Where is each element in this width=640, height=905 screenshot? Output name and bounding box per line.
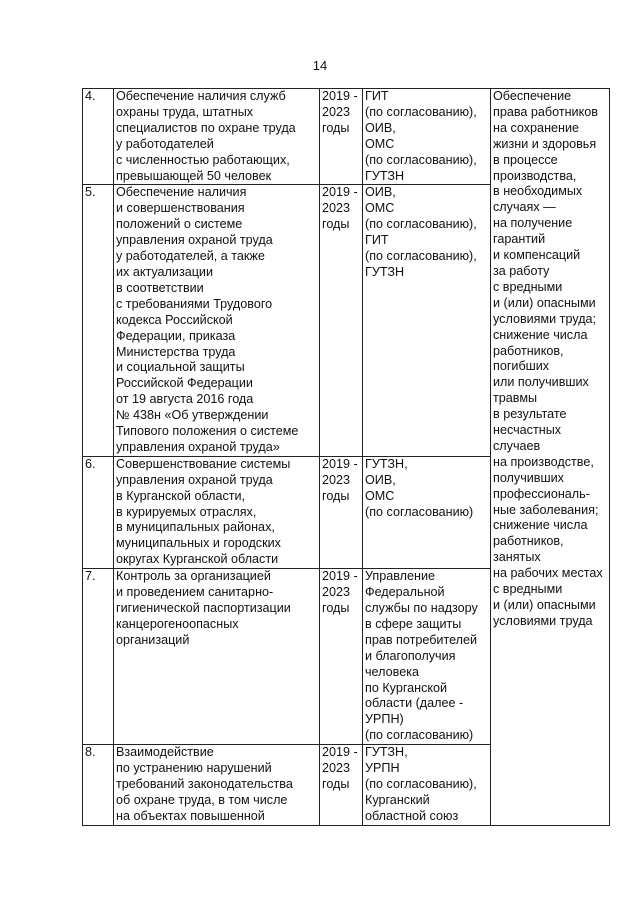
row-number: 5. xyxy=(83,185,114,456)
years-cell: 2019 - 2023 годы xyxy=(320,456,363,568)
page-number: 14 xyxy=(312,58,328,73)
responsible-cell: ГУТЗН, УРПН (по согласованию), Курганский областной союз xyxy=(363,745,491,826)
table-row xyxy=(83,89,610,185)
responsible-cell: ОИВ, ОМС (по согласованию), ГИТ (по согласованию), ГУТЗН xyxy=(363,185,491,456)
responsible-cell: ГУТЗН, ОИВ, ОМС (по согласованию) xyxy=(363,456,491,568)
row-number: 6. xyxy=(83,456,114,568)
years-cell: 2019 - 2023 годы xyxy=(320,569,363,745)
action-cell: Взаимодействие по устранению нарушений требований законодательства об охране труда, в том числе на объектах повышенной xyxy=(114,745,320,826)
responsible-cell: Управление Федеральной службы по надзору в сфере защиты прав потребителей и благополучия человека по Курганской области (далее - УРПН) (по согласованию) xyxy=(363,569,491,745)
row-number: 7. xyxy=(83,569,114,745)
action-cell: Обеспечение наличия и совершенствования положений о системе управления охраной труда у работодателей, а также их актуализации в соответствии с требованиями Трудового кодекса Российской Федерации, приказа Министерства труда и социальной защиты Российской Федерации от 19 августа 2016 года № 438н «Об утверждении Типового положения о системе управления охраной труда» xyxy=(114,185,320,456)
action-cell: Контроль за организацией и проведением санитарно- гигиенической паспортизации канцерогеноопасных организаций xyxy=(114,569,320,745)
row-number: 8. xyxy=(83,745,114,826)
expected-result-cell: Обеспечение права работников на сохранение жизни и здоровья в процессе производства, в необходимых случаях — на получение гарантий и компенсаций за работу с вредными и (или) опасными условиями труда; снижение числа работников, погибших или получивших травмы в результате несчастных случаев на производстве, получивших профессиональ- ные заболевания; снижение числа работников, занятых на рабочих местах с вредными и (или) опасными условиями труда xyxy=(491,89,610,826)
years-cell: 2019 - 2023 годы xyxy=(320,745,363,826)
responsible-cell: ГИТ (по согласованию), ОИВ, ОМС (по согласованию), ГУТЗН xyxy=(363,89,491,185)
years-cell: 2019 - 2023 годы xyxy=(320,185,363,456)
years-cell: 2019 - 2023 годы xyxy=(320,89,363,185)
measures-table xyxy=(82,88,610,826)
row-number: 4. xyxy=(83,89,114,185)
action-cell: Обеспечение наличия служб охраны труда, штатных специалистов по охране труда у работодателей с численностью работающих, превышающей 50 человек xyxy=(114,89,320,185)
action-cell: Совершенствование системы управления охраной труда в Курганской области, в курируемых отраслях, в муниципальных районах, муниципальных и городских округах Курганской области xyxy=(114,456,320,568)
